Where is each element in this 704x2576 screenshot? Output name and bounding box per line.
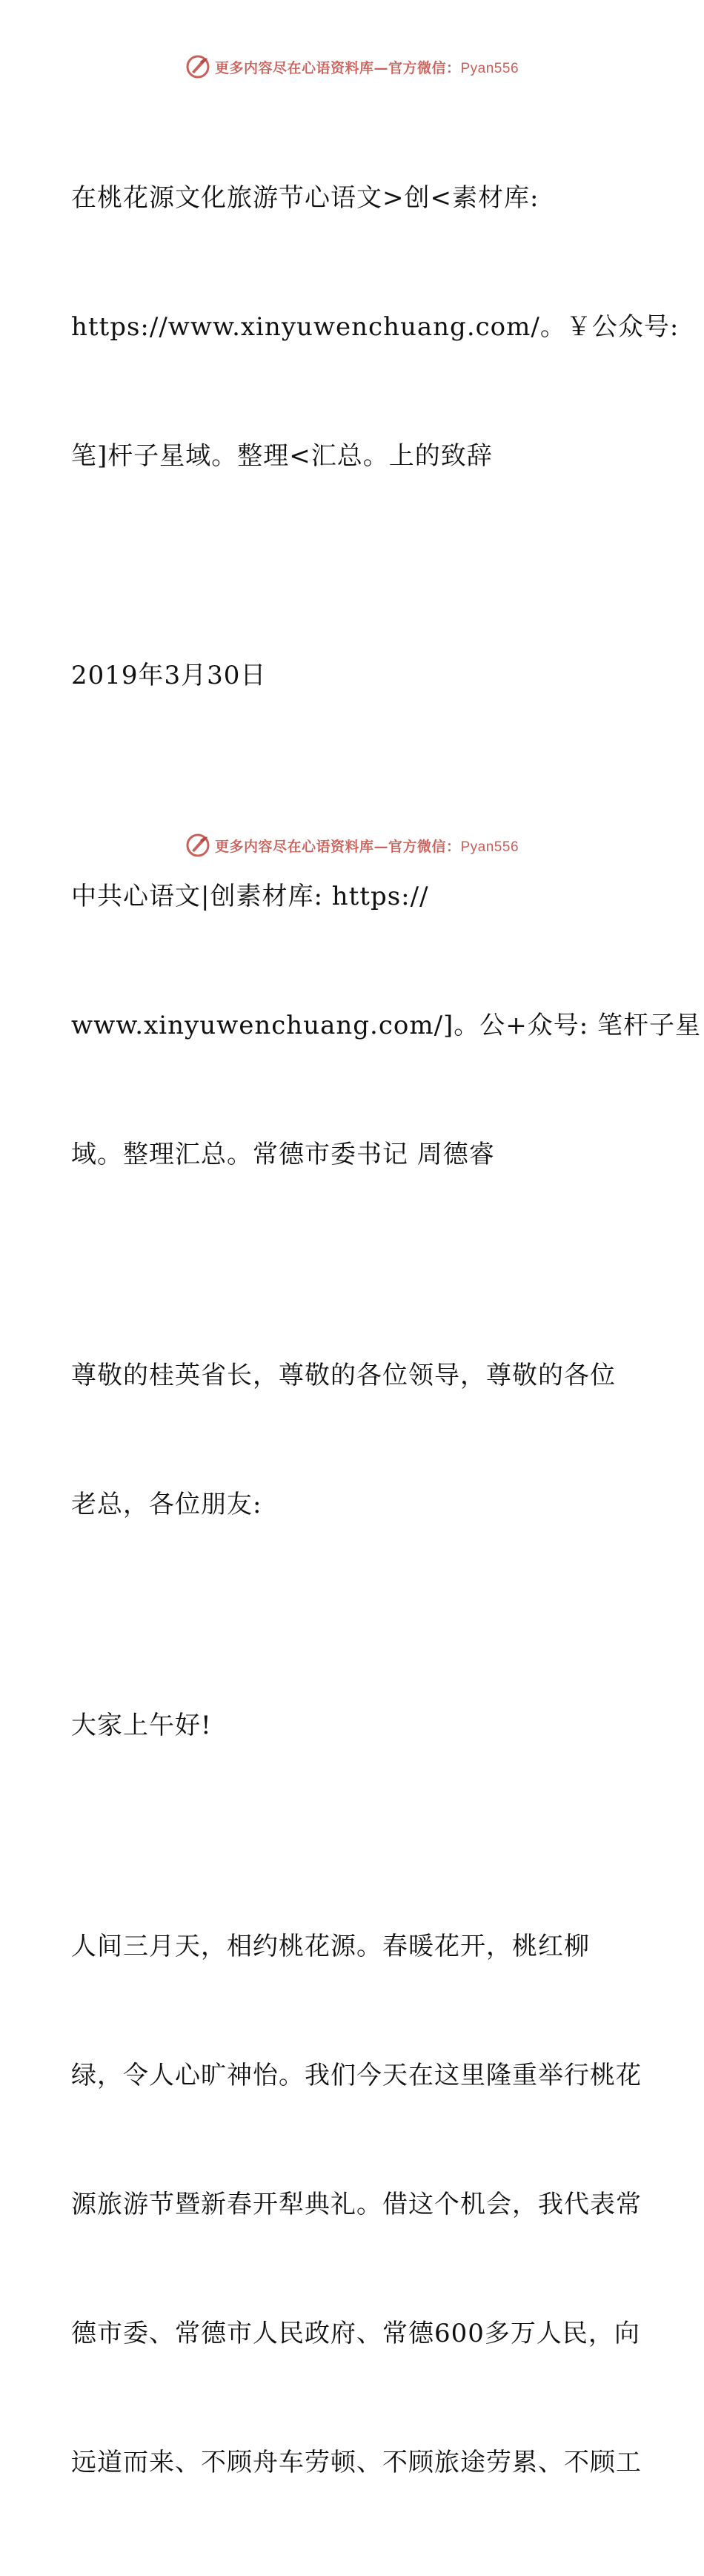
text-line: 人间三月天，相约桃花源。春暖花开，桃红柳 (71, 1932, 590, 1961)
banner-handle: Pyan556 (460, 60, 519, 76)
text-line: www.xinyuwenchuang.com/]。公+众号: 笔杆子星 (71, 1011, 702, 1040)
paragraph-title (71, 90, 680, 564)
banner-text: 更多内容尽在心语资料库—官方微信：Pyan556 (214, 59, 519, 76)
text-line: 笔]杆子星域。整理<汇总。上的致辞 (71, 441, 493, 471)
paragraph-salutation (71, 1268, 642, 1612)
paragraph-date (71, 568, 642, 783)
quill-seal-icon (185, 833, 210, 858)
text-line: 源旅游节暨新春开犁典礼。借这个机会，我代表常 (71, 2190, 642, 2219)
text-line: 远道而来、不顾舟车劳顿、不顾旅途劳累、不顾工 (71, 2448, 642, 2477)
text-line: 老总，各位朋友: (71, 1490, 262, 1519)
text-line: 德市委、常德市人民政府、常德600多万人民，向 (71, 2319, 640, 2348)
text-line: 中共心语文|创素材库: https:// (71, 882, 429, 911)
text-line: 尊敬的桂英省长，尊敬的各位领导，尊敬的各位 (71, 1361, 616, 1390)
text-line: 域。整理汇总。常德市委书记 周德睿 (71, 1140, 495, 1169)
quill-seal-icon (185, 54, 210, 79)
text-line: 绿，令人心旷神怡。我们今天在这里隆重举行桃花 (71, 2061, 642, 2090)
footer-banner (0, 830, 704, 860)
header-banner (0, 52, 704, 82)
text-line: 大家上午好! (71, 1711, 212, 1740)
paragraph-body (71, 1839, 642, 2570)
paragraph-greeting (71, 1618, 642, 1833)
banner-text: 更多内容尽在心语资料库—官方微信：Pyan556 (214, 838, 519, 855)
text-line: 2019年3月30日 (71, 661, 267, 690)
document-body (71, 90, 702, 2576)
text-line: 在桃花源文化旅游节心语文>创<素材库: (71, 183, 539, 213)
banner-handle: Pyan556 (460, 839, 519, 855)
text-line: https://www.xinyuwenchuang.com/。￥公众号: (71, 312, 680, 342)
